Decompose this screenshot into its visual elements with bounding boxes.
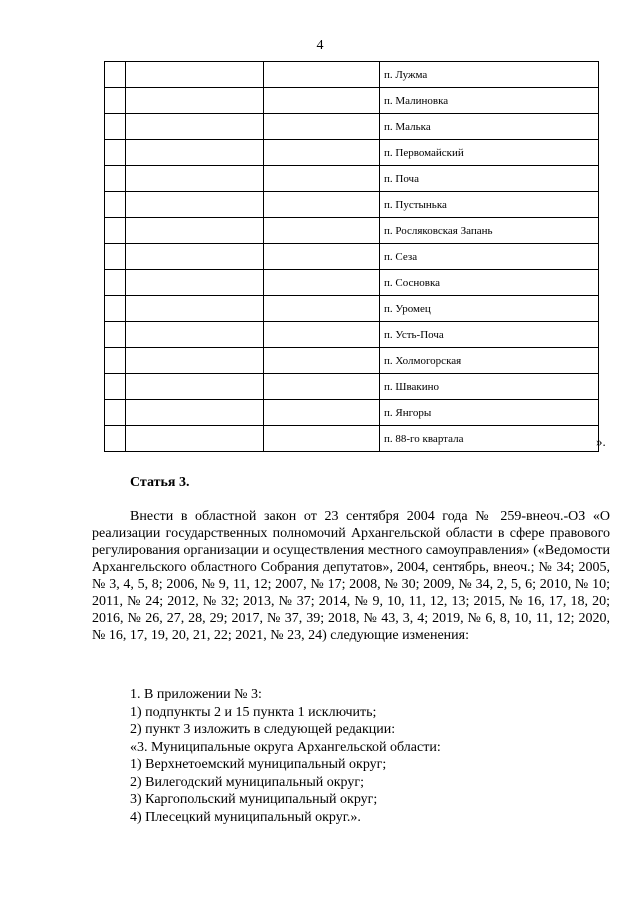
settlement-name-cell: п. Усть-Поча (380, 322, 599, 348)
empty-cell (105, 244, 126, 270)
empty-cell (264, 296, 380, 322)
empty-cell (105, 114, 126, 140)
empty-cell (126, 244, 264, 270)
article-paragraph-text: Внести в областной закон от 23 сентября 2004 года № 259-внеоч.-ОЗ «О реализации государственных полномочий Архангельской области в сфере правового регулирования организации и осуществления местного самоуправления» («Ведомости Архангельского областного Собрания депутатов», 2004, сентябрь, внеоч.; № 34; 2005, № 3, 4, 5, 8; 2006, № 9, 11, 12; 2007, № 17; 2008, № 30; 2009, № 34, 2, 5, 6; 2010, № 10; 2011, № 24; 2012, № 32; 2013, № 37; 2014, № 9, 10, 11, 12, 13; 2015, № 16, 17, 18, 20; 2016, № 26, 27, 28, 29; 2017, № 37, 39; 2018, № 43, 3, 4; 2019, № 6, 8, 10, 11, 12; 2020, № 16, 17, 19, 20, 21, 22; 2021, № 23, 24) следующие изменения: (92, 509, 610, 643)
settlements-table (104, 61, 599, 452)
empty-cell (126, 192, 264, 218)
settlement-name-cell: п. Малька (380, 114, 599, 140)
empty-cell (105, 374, 126, 400)
empty-cell (105, 348, 126, 374)
empty-cell (126, 166, 264, 192)
list-item: 4) Плесецкий муниципальный округ.». (130, 809, 361, 825)
empty-cell (126, 140, 264, 166)
table-row (105, 166, 599, 192)
empty-cell (264, 88, 380, 114)
table-row (105, 244, 599, 270)
settlement-name-cell: п. Малиновка (380, 88, 599, 114)
settlement-name-cell: п. Холмогорская (380, 348, 599, 374)
empty-cell (264, 192, 380, 218)
empty-cell (264, 166, 380, 192)
settlement-name-cell: п. Пустынька (380, 192, 599, 218)
empty-cell (105, 140, 126, 166)
list-item: 1) Верхнетоемский муниципальный округ; (130, 757, 387, 772)
settlement-name-cell: п. 88-го квартала (380, 426, 599, 452)
empty-cell (105, 296, 126, 322)
empty-cell (264, 400, 380, 426)
settlement-name-cell: п. Уромец (380, 296, 599, 322)
table-row (105, 140, 599, 166)
empty-cell (126, 114, 264, 140)
table-row (105, 348, 599, 374)
empty-cell (126, 426, 264, 452)
empty-cell (126, 296, 264, 322)
table-row (105, 322, 599, 348)
empty-cell (105, 322, 126, 348)
empty-cell (126, 62, 264, 88)
table-row (105, 114, 599, 140)
list-item: «3. Муниципальные округа Архангельской области: (130, 739, 441, 755)
settlement-name-cell: п. Росляковская Запань (380, 218, 599, 244)
table-row (105, 426, 599, 452)
empty-cell (126, 400, 264, 426)
table-row (105, 270, 599, 296)
empty-cell (105, 192, 126, 218)
empty-cell (105, 426, 126, 452)
empty-cell (105, 166, 126, 192)
list-item: 3) Каргопольский муниципальный округ; (130, 792, 378, 807)
list-item: 2) Вилегодский муниципальный округ; (130, 774, 364, 790)
empty-cell (264, 218, 380, 244)
empty-cell (264, 140, 380, 166)
empty-cell (264, 426, 380, 452)
page-number: 4 (316, 38, 324, 53)
settlement-name-cell: п. Поча (380, 166, 599, 192)
empty-cell (264, 114, 380, 140)
table-row (105, 296, 599, 322)
settlement-name-cell: п. Швакино (380, 374, 599, 400)
empty-cell (105, 62, 126, 88)
empty-cell (264, 348, 380, 374)
empty-cell (264, 322, 380, 348)
empty-cell (105, 218, 126, 244)
table-row (105, 192, 599, 218)
empty-cell (105, 400, 126, 426)
amendment-list (130, 686, 441, 826)
table-row (105, 88, 599, 114)
empty-cell (264, 244, 380, 270)
settlement-name-cell: п. Янгоры (380, 400, 599, 426)
settlement-name-cell: п. Сеза (380, 244, 599, 270)
settlement-name-cell: п. Сосновка (380, 270, 599, 296)
empty-cell (264, 62, 380, 88)
empty-cell (126, 218, 264, 244)
table-row (105, 62, 599, 88)
list-item: 2) пункт 3 изложить в следующей редакции: (130, 722, 396, 737)
list-item: 1) подпункты 2 и 15 пункта 1 исключить; (130, 704, 377, 720)
table-closing-quote: ». (596, 434, 606, 449)
empty-cell (126, 348, 264, 374)
table-row (105, 218, 599, 244)
list-item: 1. В приложении № 3: (130, 687, 262, 702)
empty-cell (126, 374, 264, 400)
empty-cell (264, 270, 380, 296)
empty-cell (105, 270, 126, 296)
empty-cell (264, 374, 380, 400)
table-row (105, 400, 599, 426)
settlements-table-body (105, 62, 599, 452)
empty-cell (105, 88, 126, 114)
article-title: Статья 3. (130, 475, 190, 490)
empty-cell (126, 322, 264, 348)
empty-cell (126, 88, 264, 114)
table-row (105, 374, 599, 400)
empty-cell (126, 270, 264, 296)
settlement-name-cell: п. Лужма (380, 62, 599, 88)
article-paragraph (92, 508, 610, 644)
settlement-name-cell: п. Первомайский (380, 140, 599, 166)
